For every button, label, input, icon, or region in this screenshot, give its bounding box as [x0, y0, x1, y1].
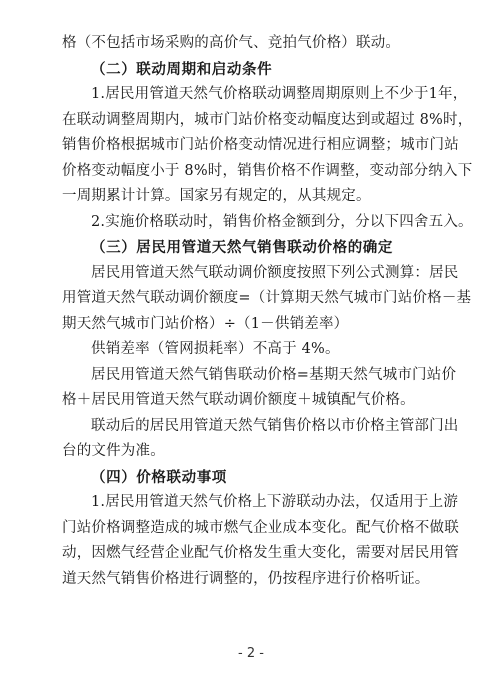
body-line: 价格变动幅度小于 8%时，销售价格不作调整，变动部分纳入下 — [62, 162, 473, 179]
body-line: 1.居民用管道天然气价格上下游联动办法，仅适用于上游 — [91, 494, 459, 510]
body-line: 销售价格根据城市门站价格变动情况进行相应调整；城市门站 — [62, 137, 459, 153]
body-line: 1.居民用管道天然气价格联动调整周期原则上不少于1年， — [91, 86, 468, 102]
body-line: 供销差率（管网损耗率）不高于 4%。 — [91, 341, 340, 357]
section-heading: （二）联动周期和启动条件 — [91, 60, 273, 78]
body-line: 用管道天然气联动调价额度=（计算期天然气城市门站价格－基 — [62, 290, 472, 306]
body-line: 台的文件为准。 — [62, 443, 165, 459]
body-line: 居民用管道天然气销售联动价格=基期天然气城市门站价 — [91, 366, 457, 383]
body-line: 动，因燃气经营企业配气价格发生重大变化，需要对居民用管 — [62, 545, 459, 561]
body-line: 格＋居民用管道天然气联动调价额度＋城镇配气价格。 — [62, 392, 415, 408]
body-line: 联动后的居民用管道天然气销售价格以市价格主管部门出 — [91, 417, 459, 434]
body-line: 道天然气销售价格进行调整的，仍按程序进行价格听证。 — [62, 570, 430, 587]
body-line: 期天然气城市门站价格）÷（1－供销差率） — [62, 315, 349, 332]
body-line: 居民用管道天然气联动调价额度按照下列公式测算：居民 — [91, 264, 459, 281]
body-line: 一周期累计计算。国家另有规定的，从其规定。 — [62, 188, 371, 204]
section-heading: （三）居民用管道天然气销售联动价格的确定 — [91, 239, 393, 256]
body-line: 2.实施价格联动时，销售价格金额到分，分以下四舍五入。 — [91, 213, 473, 230]
body-line: 门站价格调整造成的城市燃气企业成本变化。配气价格不做联 — [62, 519, 459, 536]
section-heading: （四）价格联动事项 — [91, 468, 227, 486]
body-line: 格（不包括市场采购的高价气、竞拍气价格）联动。 — [62, 35, 401, 51]
body-line: 在联动调整周期内，城市门站价格变动幅度达到或超过 8%时， — [62, 111, 473, 128]
document-body — [62, 31, 473, 592]
page-number: - 2 - — [238, 646, 264, 661]
